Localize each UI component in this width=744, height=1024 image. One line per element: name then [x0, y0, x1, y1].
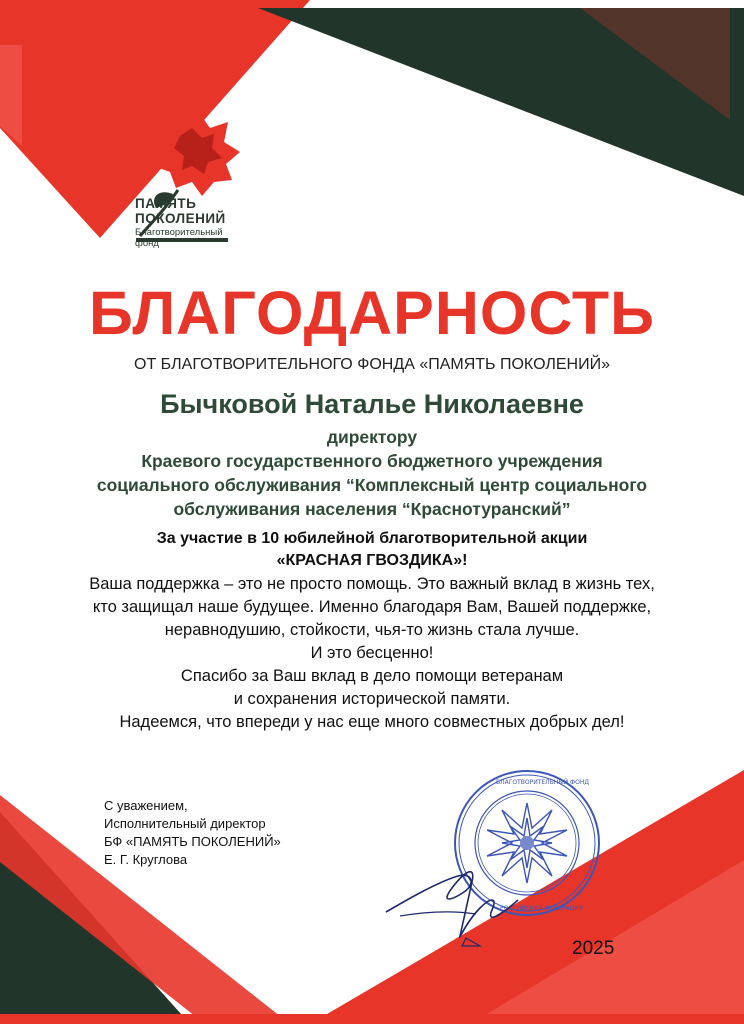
signature-line: БФ «ПАМЯТЬ ПОКОЛЕНИЙ»	[104, 834, 281, 849]
signature-block	[104, 797, 281, 869]
from-line: ОТ БЛАГОТВОРИТЕЛЬНОГО ФОНДА «ПАМЯТЬ ПОКОЛЕНИЙ»	[134, 356, 610, 373]
body-line: кто защищал наше будущее. Именно благодаря Вам, Вашей поддержке,	[92, 598, 652, 616]
body-line: неравнодушию, стойкости, чья-то жизнь стала лучше.	[164, 621, 580, 639]
role-line: Краевого государственного бюджетного учреждения	[141, 451, 603, 471]
reason-line: «КРАСНАЯ ГВОЗДИКА»!	[276, 552, 468, 569]
logo-title-line2: ПОКОЛЕНИЙ	[135, 211, 226, 226]
logo-title	[135, 196, 226, 226]
year: 2025	[572, 938, 615, 959]
recipient-role	[40, 425, 704, 521]
logo-subtitle	[135, 227, 223, 249]
role-line: директору	[326, 427, 418, 447]
logo-title-line1: ПАМЯТЬ	[135, 196, 197, 211]
bottom-edge-strip	[0, 1014, 744, 1024]
signature-line: Е. Г. Круглова	[104, 852, 188, 867]
body-line: и сохранения исторической памяти.	[233, 690, 511, 708]
role-line: обслуживания населения “Краснотуранский”	[173, 499, 571, 519]
body-line: Надеемся, что впереди у нас еще много совместных добрых дел!	[119, 713, 625, 731]
body-line: Ваша поддержка – это не просто помощь. Это важный вклад в жизнь тех,	[89, 575, 655, 593]
handwritten-signature-icon	[380, 838, 530, 948]
signature-line: Исполнительный директор	[104, 816, 266, 831]
recipient-name: Бычковой Наталье Николаевне	[160, 389, 584, 419]
page-title: БЛАГОДАРНОСТЬ	[89, 279, 655, 347]
signature-line: С уважением,	[104, 798, 188, 813]
logo-subtitle-line2: фонд	[135, 238, 159, 249]
svg-text:БЛАГОТВОРИТЕЛЬНЫЙ ФОНД: БЛАГОТВОРИТЕЛЬНЫЙ ФОНД	[496, 779, 590, 786]
reason-line: За участие в 10 юбилейной благотворительной акции	[156, 530, 588, 547]
role-line: социального обслуживания “Комплексный центр социального	[96, 475, 648, 495]
body-line: Спасибо за Ваш вклад в дело помощи ветеранам	[180, 667, 564, 685]
body-text	[40, 573, 704, 734]
reason	[0, 528, 744, 572]
svg-text:РОССИЙСКАЯ ФЕДЕРАЦИЯ: РОССИЙСКАЯ ФЕДЕРАЦИЯ	[500, 905, 583, 912]
logo-subtitle-line1: Благотворительный	[135, 227, 223, 238]
body-line: И это бесценно!	[310, 644, 434, 662]
